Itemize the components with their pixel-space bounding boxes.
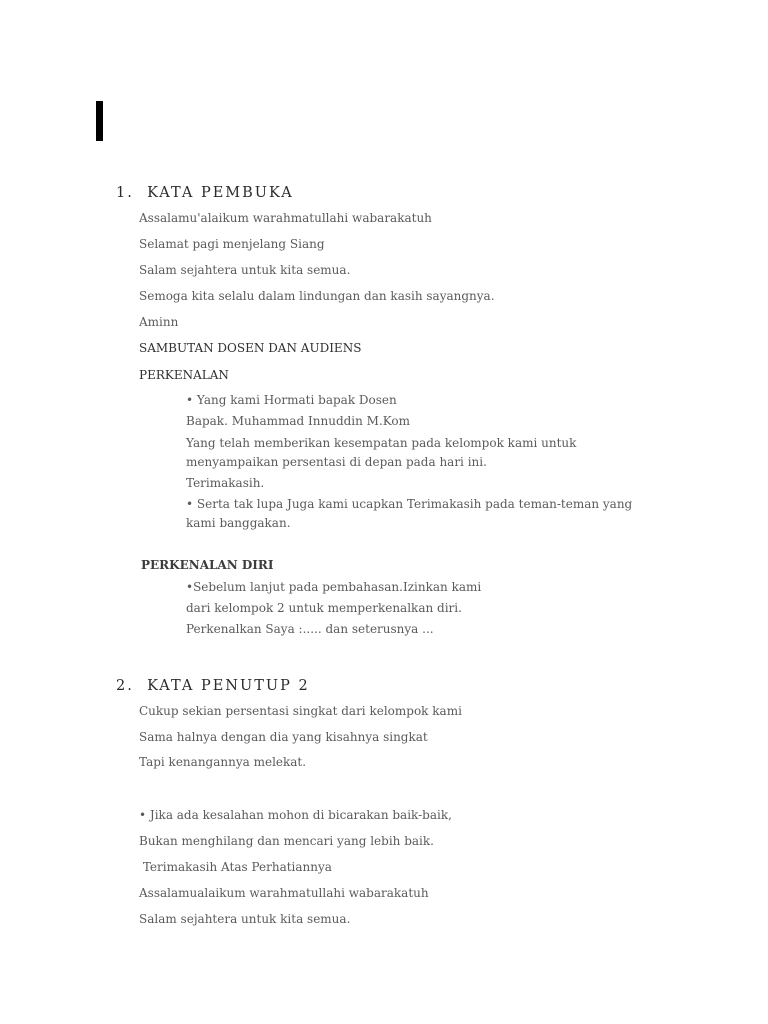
indented-line: kami banggakan. [186, 516, 291, 530]
subheading-sambutan: SAMBUTAN DOSEN DAN AUDIENS [139, 341, 362, 355]
indented-line: •Sebelum lanjut pada pembahasan.Izinkan kami [186, 580, 482, 594]
paragraph-line: Selamat pagi menjelang Siang [139, 237, 325, 251]
indented-line: Perkenalkan Saya :..... dan seterusnya ... [186, 622, 434, 636]
paragraph-line: Cukup sekian persentasi singkat dari kelompok kami [139, 704, 462, 718]
section-2-title: KATA PENUTUP 2 [147, 678, 310, 694]
indented-line: Terimakasih. [186, 476, 265, 490]
indented-line: Yang telah memberikan kesempatan pada kelompok kami untuk [186, 436, 577, 450]
paragraph-line: Aminn [139, 315, 179, 329]
paragraph-line: Bukan menghilang dan mencari yang lebih baik. [139, 834, 434, 848]
section-2-heading [116, 678, 310, 694]
paragraph-line: Assalamu'alaikum warahmatullahi wabarakatuh [139, 211, 432, 225]
subheading-perkenalan-diri: PERKENALAN DIRI [141, 558, 274, 572]
indented-line: menyampaikan persentasi di depan pada hari ini. [186, 455, 487, 469]
indented-line: • Serta tak lupa Juga kami ucapkan Terimakasih pada teman-teman yang [186, 497, 633, 511]
paragraph-line: Assalamualaikum warahmatullahi wabarakatuh [139, 886, 429, 900]
section-2-number: 2. [116, 678, 134, 694]
paragraph-line: Semoga kita selalu dalam lindungan dan kasih sayangnya. [139, 289, 495, 303]
paragraph-line: • Jika ada kesalahan mohon di bicarakan baik-baik, [139, 808, 452, 822]
paragraph-line: Sama halnya dengan dia yang kisahnya singkat [139, 730, 428, 744]
text-cursor [96, 101, 103, 141]
subheading-perkenalan: PERKENALAN [139, 368, 229, 382]
indented-line: dari kelompok 2 untuk memperkenalkan diri. [186, 601, 462, 615]
indented-line: • Yang kami Hormati bapak Dosen [186, 393, 397, 407]
paragraph-line: Terimakasih Atas Perhatiannya [139, 860, 332, 874]
paragraph-line: Salam sejahtera untuk kita semua. [139, 912, 351, 926]
indented-line: Bapak. Muhammad Innuddin M.Kom [186, 414, 411, 428]
paragraph-line: Salam sejahtera untuk kita semua. [139, 263, 351, 277]
section-1-number: 1. [116, 185, 134, 201]
section-1-title: KATA PEMBUKA [147, 185, 294, 201]
section-1-heading [116, 185, 294, 201]
paragraph-line: Tapi kenangannya melekat. [139, 755, 307, 769]
